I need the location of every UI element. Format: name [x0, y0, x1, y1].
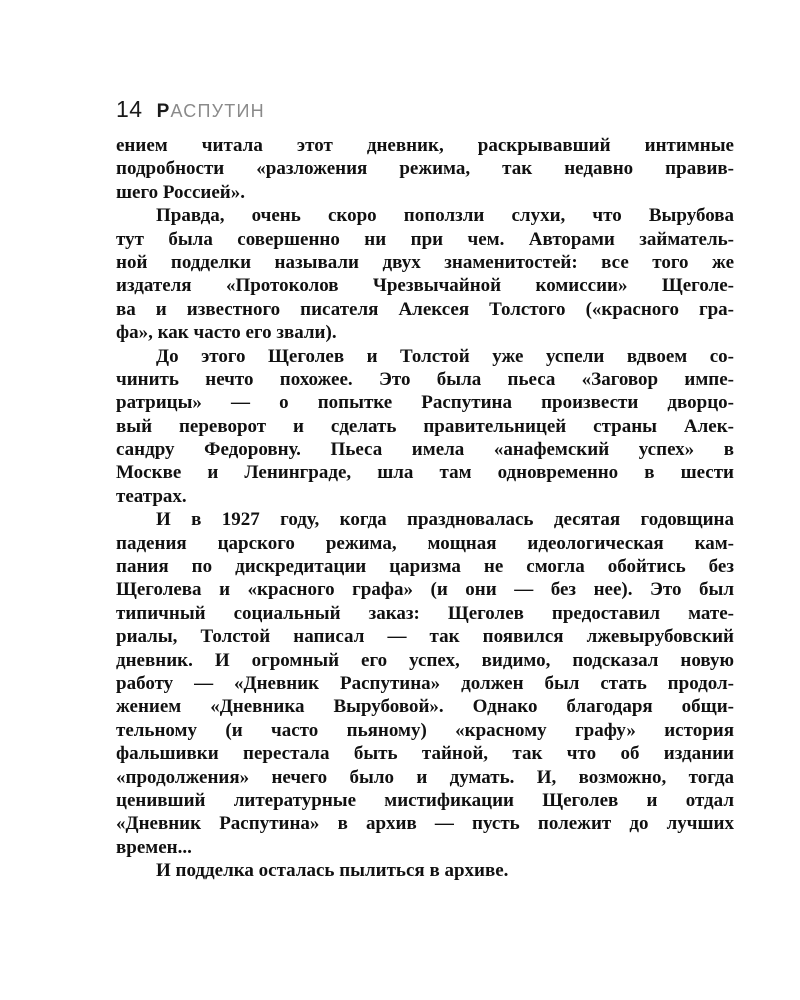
text-line: времен...	[116, 836, 192, 858]
text-line: чинить нечто похожее. Это была пьеса «Заговор импе-	[116, 368, 734, 390]
body-text	[116, 134, 734, 883]
text-line: Москве и Ленинграде, шла там одновременно в шести	[116, 462, 734, 484]
text-line: тельному (и часто пьяному) «красному графу» история	[116, 719, 734, 741]
text-line: работу — «Дневник Распутина» должен был стать продол-	[116, 672, 734, 694]
text-line: И в 1927 году, когда праздновалась десятая годовщина	[156, 509, 734, 531]
running-title-initial: Р	[156, 101, 171, 122]
text-line: «Дневник Распутина» в архив — пусть полежит до лучших	[116, 813, 734, 835]
text-line: падения царского режима, мощная идеологическая кам-	[116, 532, 734, 554]
text-line: риалы, Толстой написал — так появился лжевырубовский	[116, 626, 734, 648]
text-line: жением «Дневника Вырубовой». Однако благодаря общи-	[116, 696, 734, 718]
text-line: ением читала этот дневник, раскрывавший интимные	[116, 135, 734, 156]
text-line: пания по дискредитации царизма не смогла обойтись без	[116, 556, 734, 578]
page-number: 14	[116, 96, 143, 122]
text-line: типичный социальный заказ: Щеголев предоставил матe-	[116, 602, 734, 624]
text-line: вый переворот и сделать правительницей страны Алек-	[116, 415, 734, 437]
text-line: Щеголева и «красного графа» (и они — без нее). Это был	[116, 579, 734, 601]
text-line: До этого Щеголев и Толстой уже успели вдвоем со-	[156, 345, 734, 367]
text-line: Правда, очень скоро поползли слухи, что Вырубова	[156, 205, 734, 227]
text-line: ратрицы» — о попытке Распутина произвести дворцо-	[116, 392, 734, 414]
text-line: И подделка осталась пылиться в архиве.	[156, 860, 509, 882]
text-line: ной подделки называли двух знаменитостей: все того же	[116, 251, 734, 273]
text-line: тут была совершенно ни при чем. Авторами займатель-	[116, 228, 734, 250]
text-line: подробности «разложения режима, так недавно правив-	[116, 158, 734, 180]
text-line: дневник. И огромный его успех, видимо, подсказал новую	[116, 649, 734, 671]
running-header	[116, 96, 265, 124]
text-line: издателя «Протоколов Чрезвычайной комиссии» Щеголе-	[116, 275, 734, 297]
running-title	[157, 101, 265, 123]
text-line: фальшивки перестала быть тайной, так что об издании	[116, 743, 734, 765]
text-line: «продолжения» нечего было и думать. И, возможно, тогда	[116, 766, 734, 788]
text-line: фа», как часто его звали).	[116, 322, 337, 344]
running-title-rest: АСПУТИН	[170, 101, 265, 121]
text-line: ценивший литературные мистификации Щеголев и отдал	[116, 789, 734, 811]
text-line: шего Россией».	[116, 181, 245, 203]
text-line: ва и известного писателя Алексея Толстого («красного гра-	[116, 298, 734, 320]
text-line: театрах.	[116, 485, 187, 507]
text-line: сандру Федоровну. Пьеса имела «анафемский успех» в	[116, 439, 734, 461]
